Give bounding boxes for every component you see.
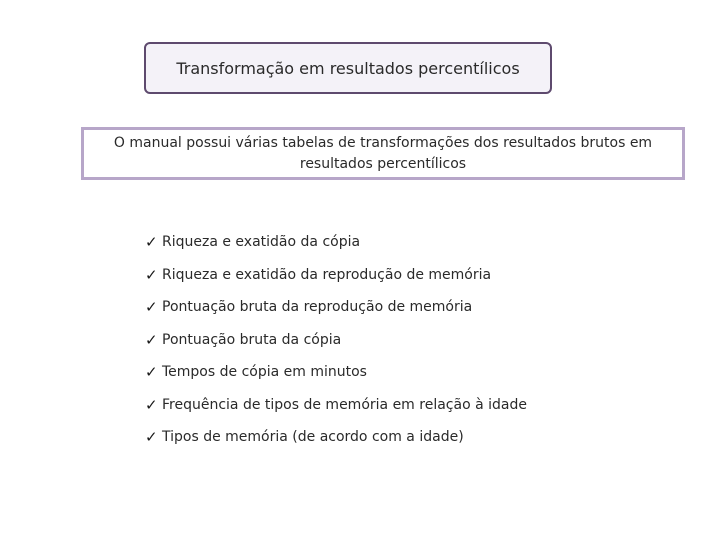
checklist — [145, 226, 527, 454]
list-item — [145, 389, 527, 422]
checkmark-icon: ✓ — [145, 363, 158, 382]
description-text: O manual possui várias tabelas de transformações dos resultados brutos em resultados percentílicos — [113, 134, 653, 172]
list-item — [145, 356, 527, 389]
slide-title: Transformação em resultados percentílicos — [176, 58, 520, 78]
checkmark-icon: ✓ — [145, 298, 158, 317]
list-item-text: Riqueza e exatidão da reprodução de memória — [162, 266, 492, 283]
checkmark-icon: ✓ — [145, 330, 158, 349]
checkmark-icon: ✓ — [145, 428, 158, 447]
description-box — [81, 127, 685, 180]
checkmark-icon: ✓ — [145, 395, 158, 414]
list-item-text: Tempos de cópia em minutos — [162, 364, 367, 381]
list-item — [145, 226, 527, 259]
checkmark-icon: ✓ — [145, 265, 158, 284]
slide-title-box — [144, 42, 552, 94]
list-item-text: Frequência de tipos de memória em relação à idade — [162, 396, 527, 413]
list-item — [145, 421, 527, 454]
checkmark-icon: ✓ — [145, 233, 158, 252]
list-item-text: Tipos de memória (de acordo com a idade) — [162, 429, 464, 446]
list-item-text: Pontuação bruta da reprodução de memória — [162, 299, 473, 316]
list-item — [145, 259, 527, 292]
list-item-text: Pontuação bruta da cópia — [162, 331, 342, 348]
list-item-text: Riqueza e exatidão da cópia — [162, 234, 361, 251]
list-item — [145, 324, 527, 357]
list-item — [145, 291, 527, 324]
